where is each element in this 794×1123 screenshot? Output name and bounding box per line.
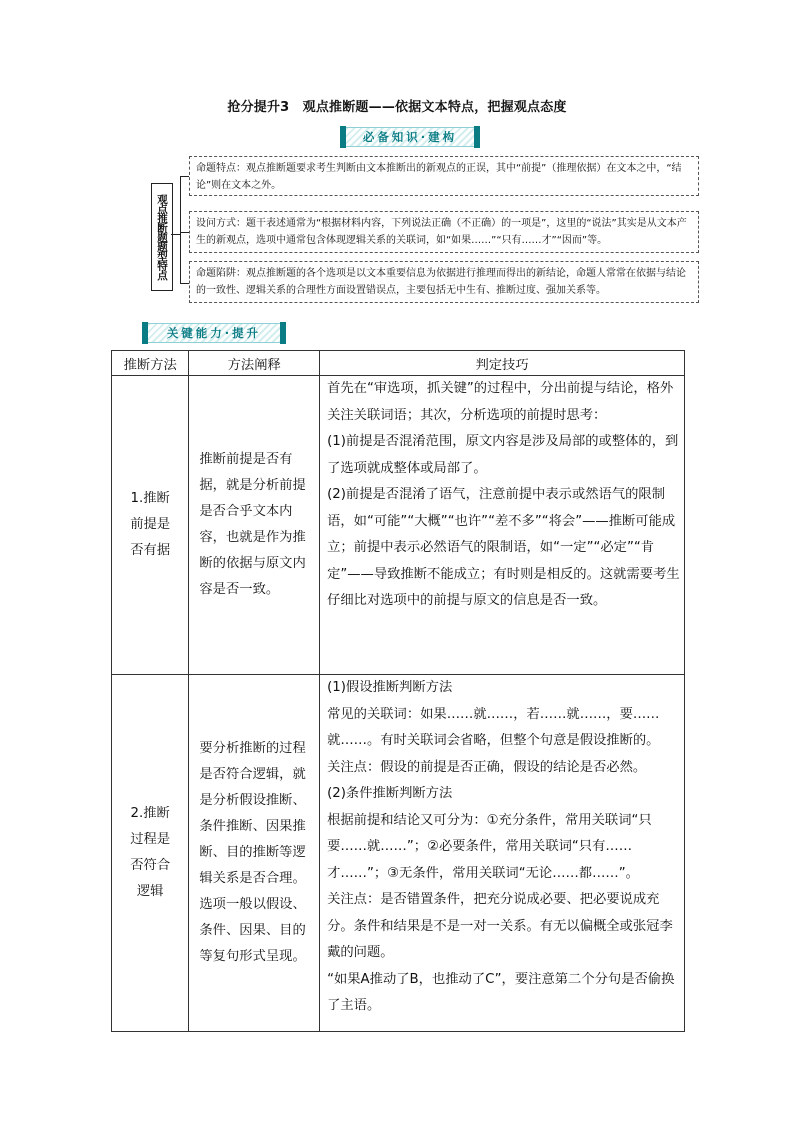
tip-paragraph: 首先在“审选项，抓关键”的过程中，分出前提与结论，格外关注关联词语；其次，分析选项的前提时思考： xyxy=(327,381,674,423)
methods-table xyxy=(111,350,685,1032)
bracket-branch xyxy=(180,176,189,177)
tips-cell xyxy=(320,675,685,1032)
diagram-item: 设问方式：题干表述通常为“根据材料内容，下列说法正确（不正确）的一项是”，这里的“说法”其实是从文本产生的新观点，选项中通常包含体现逻辑关系的关联词，如“如果……”“只有……才”“因而”等。 xyxy=(189,211,699,253)
diagram-label: 观点推断题题型特点 xyxy=(151,183,173,291)
bracket-branch xyxy=(180,232,189,233)
section-banner-knowledge xyxy=(346,127,474,147)
diagram-item: 命题特点：观点推断题要求考生判断由文本推断出的新观点的正误，其中“前提”（推理依据）在文本之中，“结论”则在文本之外。 xyxy=(189,156,699,196)
method-cell: 1.推断前提是否有据 xyxy=(112,376,189,675)
tip-paragraph: (1)假设推断判断方法 xyxy=(327,680,453,695)
banner-label: 关键能力·提升 xyxy=(166,326,262,340)
tips-cell xyxy=(320,376,685,675)
banner-label: 必备知识·建构 xyxy=(362,130,458,144)
column-header: 判定技巧 xyxy=(320,351,685,376)
table-header-row xyxy=(112,351,685,376)
tip-paragraph: 常见的关联词：如果……就……，若……就……，要……就……。有时关联词会省略，但整个句意是假设推断的。 xyxy=(327,706,660,748)
bracket-spine xyxy=(180,176,181,284)
tip-paragraph: (1)前提是否混淆范围，原文内容是涉及局部的或整体的，到了选项就成整体或局部了。 xyxy=(327,434,679,476)
diagram-item: 命题陷阱：观点推断题的各个选项是以文本重要信息为依据进行推理而得出的新结论，命题人常常在依据与结论的一致性、逻辑关系的合理性方面设置错误点，主要包括无中生有、推断过度、强加关系等。 xyxy=(189,261,699,303)
column-header: 方法阐释 xyxy=(189,351,320,376)
table-row xyxy=(112,675,685,1032)
tip-paragraph: 关注点：是否错置条件，把充分说成必要、把必要说成充分。条件和结果是不是一对一关系。有无以偏概全或张冠李戴的问题。 xyxy=(327,892,673,960)
method-cell: 2.推断过程是否符合逻辑 xyxy=(112,675,189,1032)
tip-paragraph: (2)条件推断判断方法 xyxy=(327,786,453,801)
tip-paragraph: (2)前提是否混淆了语气，注意前提中表示或然语气的限制语，如“可能”“大概”“也许”“差不多”“将会”——推断可能成立；前提中表示必然语气的限制语，如“一定”“必定”“肯定”——导致推断不能成立；有时则是相反的。这就需要考生仔细比对选项中的前提与原文的信息是否一致。 xyxy=(327,487,680,608)
tip-paragraph: 根据前提和结论又可分为：①充分条件，常用关联词“只要……就……”；②必要条件，常用关联词“只有……才……”；③无条件，常用关联词“无论……都……”。 xyxy=(327,812,652,881)
bracket-branch xyxy=(180,283,189,284)
explanation-cell: 推断前提是否有据，就是分析前提是否合乎文本内容，也就是作为推断的依据与原文内容是否一致。 xyxy=(189,376,320,675)
explanation-cell: 要分析推断的过程是否符合逻辑，就是分析假设推断、条件推断、因果推断、目的推断等逻辑关系是否合理。选项一般以假设、条件、因果、目的等复句形式呈现。 xyxy=(189,675,320,1032)
tip-paragraph: “如果A推动了B，也推动了C”，要注意第二个分句是否偷换了主语。 xyxy=(327,971,675,1013)
bracket-stem xyxy=(171,234,180,235)
tip-paragraph: 关注点：假设的前提是否正确，假设的结论是否必然。 xyxy=(327,759,647,775)
section-banner-ability xyxy=(148,323,280,343)
page-title: 抢分提升3 观点推断题——依据文本特点，把握观点态度 xyxy=(227,100,567,115)
table-row xyxy=(112,376,685,675)
column-header: 推断方法 xyxy=(112,351,189,376)
